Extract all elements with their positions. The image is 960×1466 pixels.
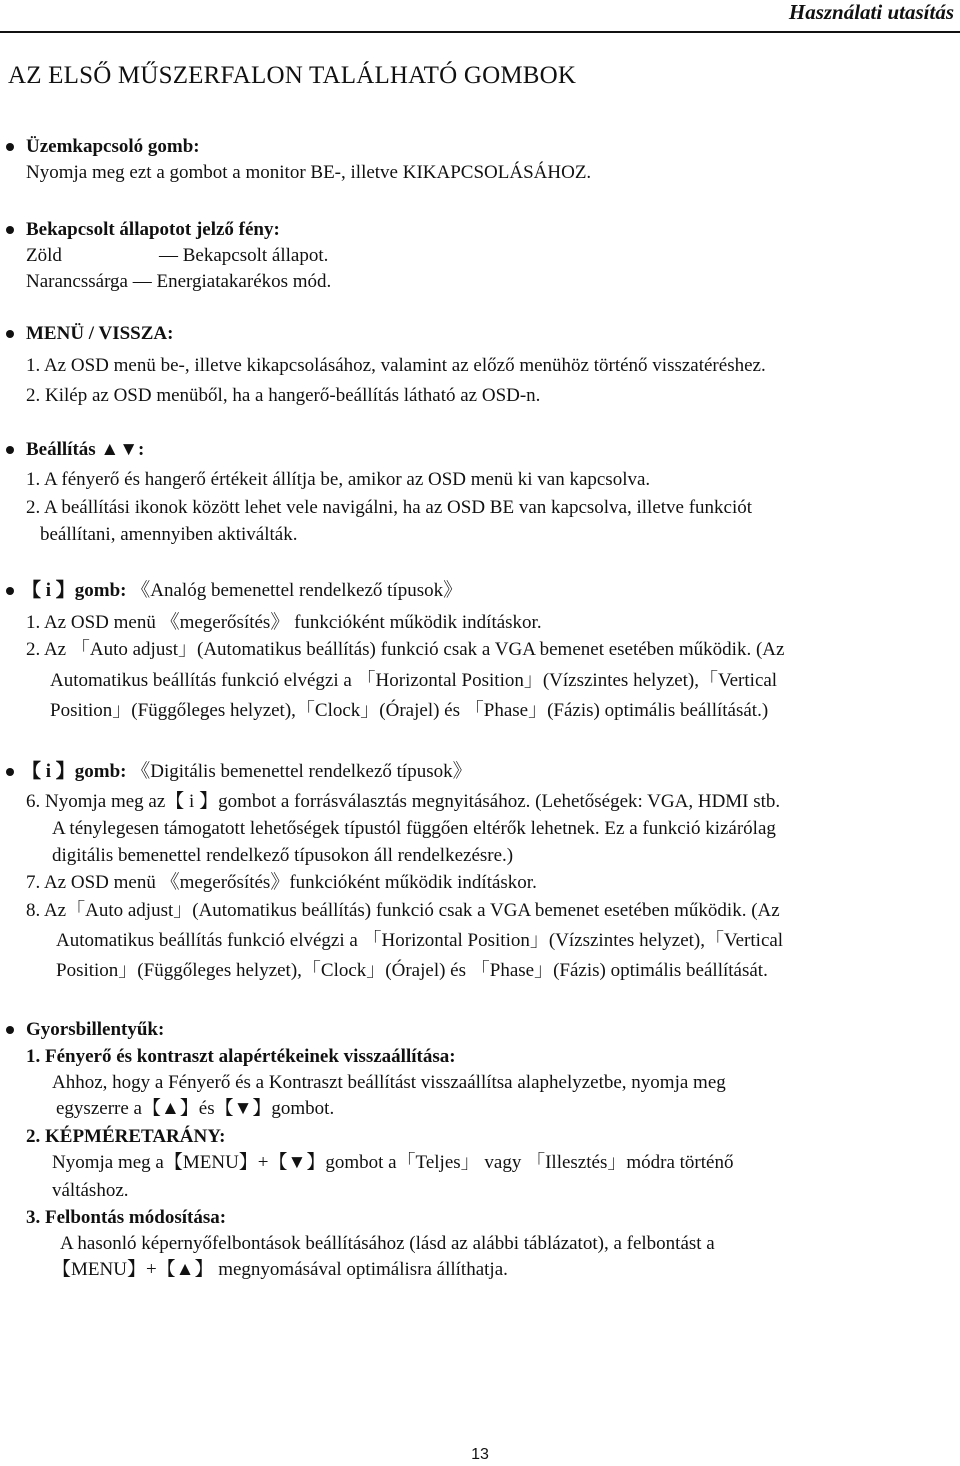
digital-models-label: 《Digitális bemenettel rendelkező típusok》 <box>131 761 472 782</box>
led-color-green: Zöld <box>26 245 62 266</box>
bullet-icon <box>6 330 14 338</box>
section-text: Position」(Függőleges helyzet),「Clock」(Órajel) és 「Phase」(Fázis) optimális beállítását. <box>56 960 768 981</box>
section-heading-i-analog <box>22 578 462 604</box>
section-text: egyszerre a【▲】és【▼】gombot. <box>56 1098 335 1119</box>
bullet-icon <box>6 1026 14 1034</box>
section-text: 2. A beállítási ikonok között lehet vele navigálni, ha az OSD BE van kapcsolva, illetve funkciót <box>26 497 753 518</box>
bullet-icon <box>6 587 14 595</box>
section-text: 2. Az 「Auto adjust」(Automatikus beállítás) funkció csak a VGA bemenet esetében működik. (Az <box>26 639 785 660</box>
section-text: Position」(Függőleges helyzet),「Clock」(Órajel) és 「Phase」(Fázis) optimális beállítását.) <box>50 700 769 721</box>
bullet-icon <box>6 446 14 454</box>
section-text: Automatikus beállítás funkció elvégzi a 「Horizontal Position」(Vízszintes helyzet),「Vertical <box>50 670 778 691</box>
section-text: A hasonló képernyőfelbontások beállításához (lásd az alábbi táblázatot), a felbontást a <box>60 1233 715 1254</box>
hotkey-heading-aspect: 2. KÉPMÉRETARÁNY: <box>26 1126 226 1147</box>
section-heading-adjust: Beállítás ▲▼: <box>26 439 145 460</box>
section-text: Automatikus beállítás funkció elvégzi a 「Horizontal Position」(Vízszintes helyzet),「Vertical <box>56 930 784 951</box>
bullet-icon <box>6 226 14 234</box>
section-heading-power: Üzemkapcsoló gomb: <box>26 136 200 157</box>
section-text: 6. Nyomja meg az【 i 】gombot a forrásválasztás megnyitásához. (Lehetőségek: VGA, HDMI stb. <box>26 791 781 812</box>
section-text: digitális bemenettel rendelkező típusokon áll rendelkezésre.) <box>52 845 514 866</box>
section-heading-menu: MENÜ / VISSZA: <box>26 323 174 344</box>
running-header: Használati utasítás <box>788 0 954 24</box>
section-text: 1. A fényerő és hangerő értékeit állítja be, amikor az OSD menü ki van kapcsolva. <box>26 469 651 490</box>
page-number: 13 <box>471 1446 489 1463</box>
analog-models-label: 《Analóg bemenettel rendelkező típusok》 <box>131 580 463 601</box>
section-text: váltáshoz. <box>52 1180 129 1201</box>
section-text: 1. Az OSD menü be-, illetve kikapcsolásához, valamint az előző menühöz történő visszatéréshez. <box>26 355 766 376</box>
section-text: 1. Az OSD menü 《megerősítés》 funkcióként működik indításkor. <box>26 612 542 633</box>
section-text: beállítani, amennyiben aktiválták. <box>40 524 298 545</box>
section-text: 7. Az OSD menü 《megerősítés》funkcióként működik indításkor. <box>26 872 537 893</box>
led-state-on: — Bekapcsolt állapot. <box>159 245 329 266</box>
i-key-label: 【 i 】gomb: <box>22 761 127 782</box>
section-text: Ahhoz, hogy a Fényerő és a Kontraszt beállítást visszaállítsa alaphelyzetbe, nyomja meg <box>52 1072 726 1093</box>
hotkey-heading-resolution: 3. Felbontás módosítása: <box>26 1207 227 1228</box>
section-text <box>26 243 328 269</box>
section-heading-i-digital <box>22 759 472 785</box>
section-text: 【MENU】+【▲】 megnyomásával optimálisra állíthatja. <box>52 1259 508 1280</box>
section-text: Nyomja meg a【MENU】+【▼】gombot a「Teljes」 vagy 「Illesztés」módra történő <box>52 1152 734 1173</box>
bullet-icon <box>6 143 14 151</box>
i-key-label: 【 i 】gomb: <box>22 580 127 601</box>
section-text: Nyomja meg ezt a gombot a monitor BE-, illetve KIKAPCSOLÁSÁHOZ. <box>26 162 592 183</box>
section-heading-power-led: Bekapcsolt állapotot jelző fény: <box>26 219 280 240</box>
section-heading-hotkeys: Gyorsbillentyűk: <box>26 1019 165 1040</box>
section-text: 8. Az「Auto adjust」(Automatikus beállítás) funkció csak a VGA bemenet esetében működik. (Az <box>26 900 780 921</box>
section-text: Narancssárga — Energiatakarékos mód. <box>26 271 332 292</box>
page-title: AZ ELSŐ MŰSZERFALON TALÁLHATÓ GOMBOK <box>8 62 577 89</box>
section-text: A ténylegesen támogatott lehetőségek típustól függően eltérők lehetnek. Ez a funkció kizárólag <box>52 818 776 839</box>
bullet-icon <box>6 768 14 776</box>
header-divider <box>0 31 960 33</box>
section-text: 2. Kilép az OSD menüből, ha a hangerő-beállítás látható az OSD-n. <box>26 385 541 406</box>
hotkey-heading-reset: 1. Fényerő és kontraszt alapértékeinek visszaállítása: <box>26 1046 456 1067</box>
